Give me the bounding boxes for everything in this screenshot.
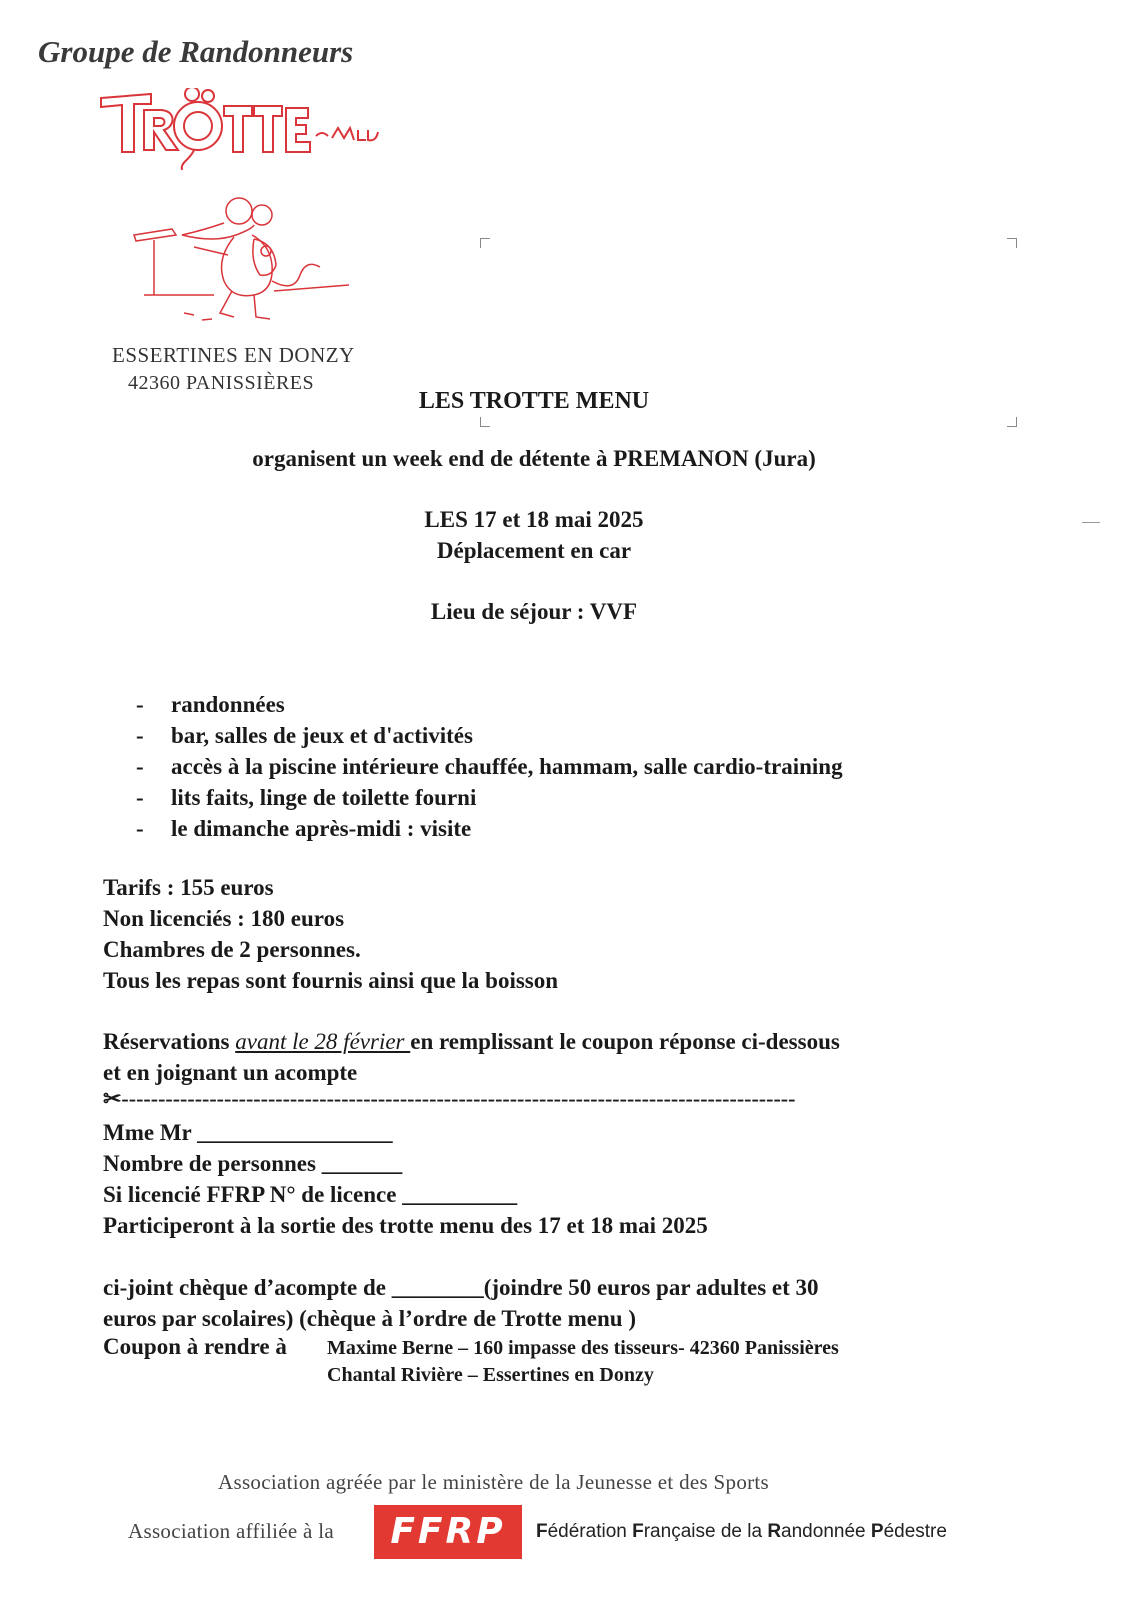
price-non-licensed: Non licenciés : 180 euros	[103, 906, 345, 931]
crop-mark	[1007, 238, 1017, 248]
cheque-block: ci-joint chèque d’acompte de ________(joindre 50 euros par adultes et 30 euros par scolaires) (chèque à l’ordre de Trotte menu )	[103, 1275, 819, 1331]
group-title: Groupe de Randonneurs	[38, 34, 354, 69]
list-item: - le dimanche après-midi : visite	[136, 816, 472, 841]
footer-accreditation: Association agréée par le ministère de la Jeunesse et des Sports	[218, 1470, 770, 1494]
persons-field: Nombre de personnes _______	[103, 1151, 403, 1176]
crop-mark	[480, 238, 490, 248]
event-dates: LES 17 et 18 mai 2025	[424, 507, 644, 532]
reservation-block: Réservations avant le 28 février en remplissant le coupon réponse ci-dessous et en joignant un acompte	[103, 1026, 840, 1088]
licence-field: Si licencié FFRP N° de licence __________	[103, 1182, 518, 1207]
name-field: Mme Mr _________________	[103, 1120, 393, 1145]
ffrp-logo: FFRP	[374, 1505, 522, 1559]
activities-list	[136, 689, 843, 844]
coupon-address-1: Maxime Berne – 160 impasse des tisseurs- 42360 Panissières	[327, 1337, 839, 1359]
event-heading: LES TROTTE MENU	[418, 388, 650, 414]
edge-mark	[1082, 522, 1100, 523]
crop-mark	[480, 417, 490, 427]
footer-affiliation: Association affiliée à la	[128, 1519, 334, 1543]
reservation-line-2: et en joignant un acompte	[103, 1060, 358, 1085]
crop-mark	[1007, 417, 1017, 427]
mouse-hiker-illustration	[124, 195, 354, 330]
reservation-deadline: avant le 28 février	[235, 1029, 411, 1054]
federation-name: Fédération Française de la Randonnée Pédestre	[536, 1521, 947, 1542]
coupon-form	[103, 1117, 708, 1241]
coupon-return-label: Coupon à rendre à	[103, 1334, 287, 1359]
event-location: Lieu de séjour : VVF	[430, 599, 638, 624]
list-item: - lits faits, linge de toilette fourni	[136, 785, 477, 810]
trotte-menu-logo	[96, 88, 386, 178]
list-item: - accès à la piscine intérieure chauffée, hammam, salle cardio-training	[136, 754, 843, 779]
address-line-1: ESSERTINES EN DONZY	[112, 343, 355, 367]
pricing-block	[103, 872, 558, 996]
list-item: - bar, salles de jeux et d'activités	[136, 723, 473, 748]
meals-info: Tous les repas sont fournis ainsi que la boisson	[103, 968, 559, 993]
scissors-cut-line: ✂--------------------------------------------------------------------------------------------	[103, 1086, 796, 1111]
price-licensed: Tarifs : 155 euros	[103, 875, 274, 900]
participation-line: Participeront à la sortie des trotte menu des 17 et 18 mai 2025	[103, 1213, 708, 1238]
rooms-info: Chambres de 2 personnes.	[103, 937, 361, 962]
coupon-address-2: Chantal Rivière – Essertines en Donzy	[327, 1364, 654, 1386]
event-transport: Déplacement en car	[436, 538, 632, 563]
address-line-2: 42360 PANISSIÈRES	[128, 372, 315, 394]
list-item: - randonnées	[136, 692, 285, 717]
event-organize-line: organisent un week end de détente à PREMANON (Jura)	[252, 446, 816, 471]
